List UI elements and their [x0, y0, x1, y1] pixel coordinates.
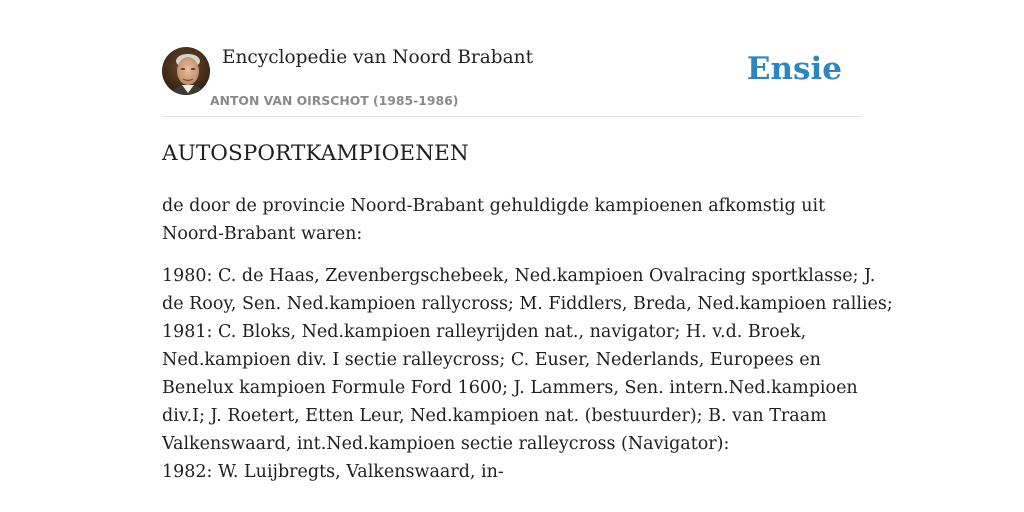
source-title-link[interactable]: Encyclopedie van Noord Brabant: [222, 47, 534, 68]
intro-line: Noord-Brabant waren:: [162, 224, 363, 244]
intro-line: de door de provincie Noord-Brabant gehuldigde kampioenen afkomstig uit: [162, 196, 826, 216]
author-avatar[interactable]: [162, 47, 210, 95]
author-name: ANTON VAN OIRSCHOT (1985-1986): [210, 93, 459, 108]
body-line: Benelux kampioen Formule Ford 1600; J. Lammers, Sen. intern.Ned.kampioen: [162, 378, 858, 398]
entry-content: [162, 138, 893, 500]
entry-intro: [162, 192, 864, 248]
author-portrait-icon: [162, 47, 210, 95]
entry-title: AUTOSPORTKAMPIOENEN: [162, 141, 469, 166]
body-line: de Rooy, Sen. Ned.kampioen rallycross; M. Fiddlers, Breda, Ned.kampioen rallies;: [162, 294, 893, 314]
body-line: Valkenswaard, int.Ned.kampioen sectie ralleycross (Navigator):: [162, 434, 730, 454]
body-line: 1981: C. Bloks, Ned.kampioen ralleyrijden nat., navigator; H. v.d. Broek,: [162, 322, 807, 342]
ensie-logo[interactable]: Ensie: [746, 51, 842, 87]
body-line: div.I; J. Roetert, Etten Leur, Ned.kampioen nat. (bestuurder); B. van Traam: [162, 406, 827, 426]
body-line: Ned.kampioen div. I sectie ralleycross; C. Euser, Nederlands, Europees en: [162, 350, 821, 370]
source-header: [162, 44, 862, 117]
body-line: 1982: W. Luijbregts, Valkenswaard, in-: [162, 462, 504, 482]
body-line: 1980: C. de Haas, Zevenbergschebeek, Ned.kampioen Ovalracing sportklasse; J.: [162, 266, 876, 286]
entry-body: [162, 262, 893, 486]
